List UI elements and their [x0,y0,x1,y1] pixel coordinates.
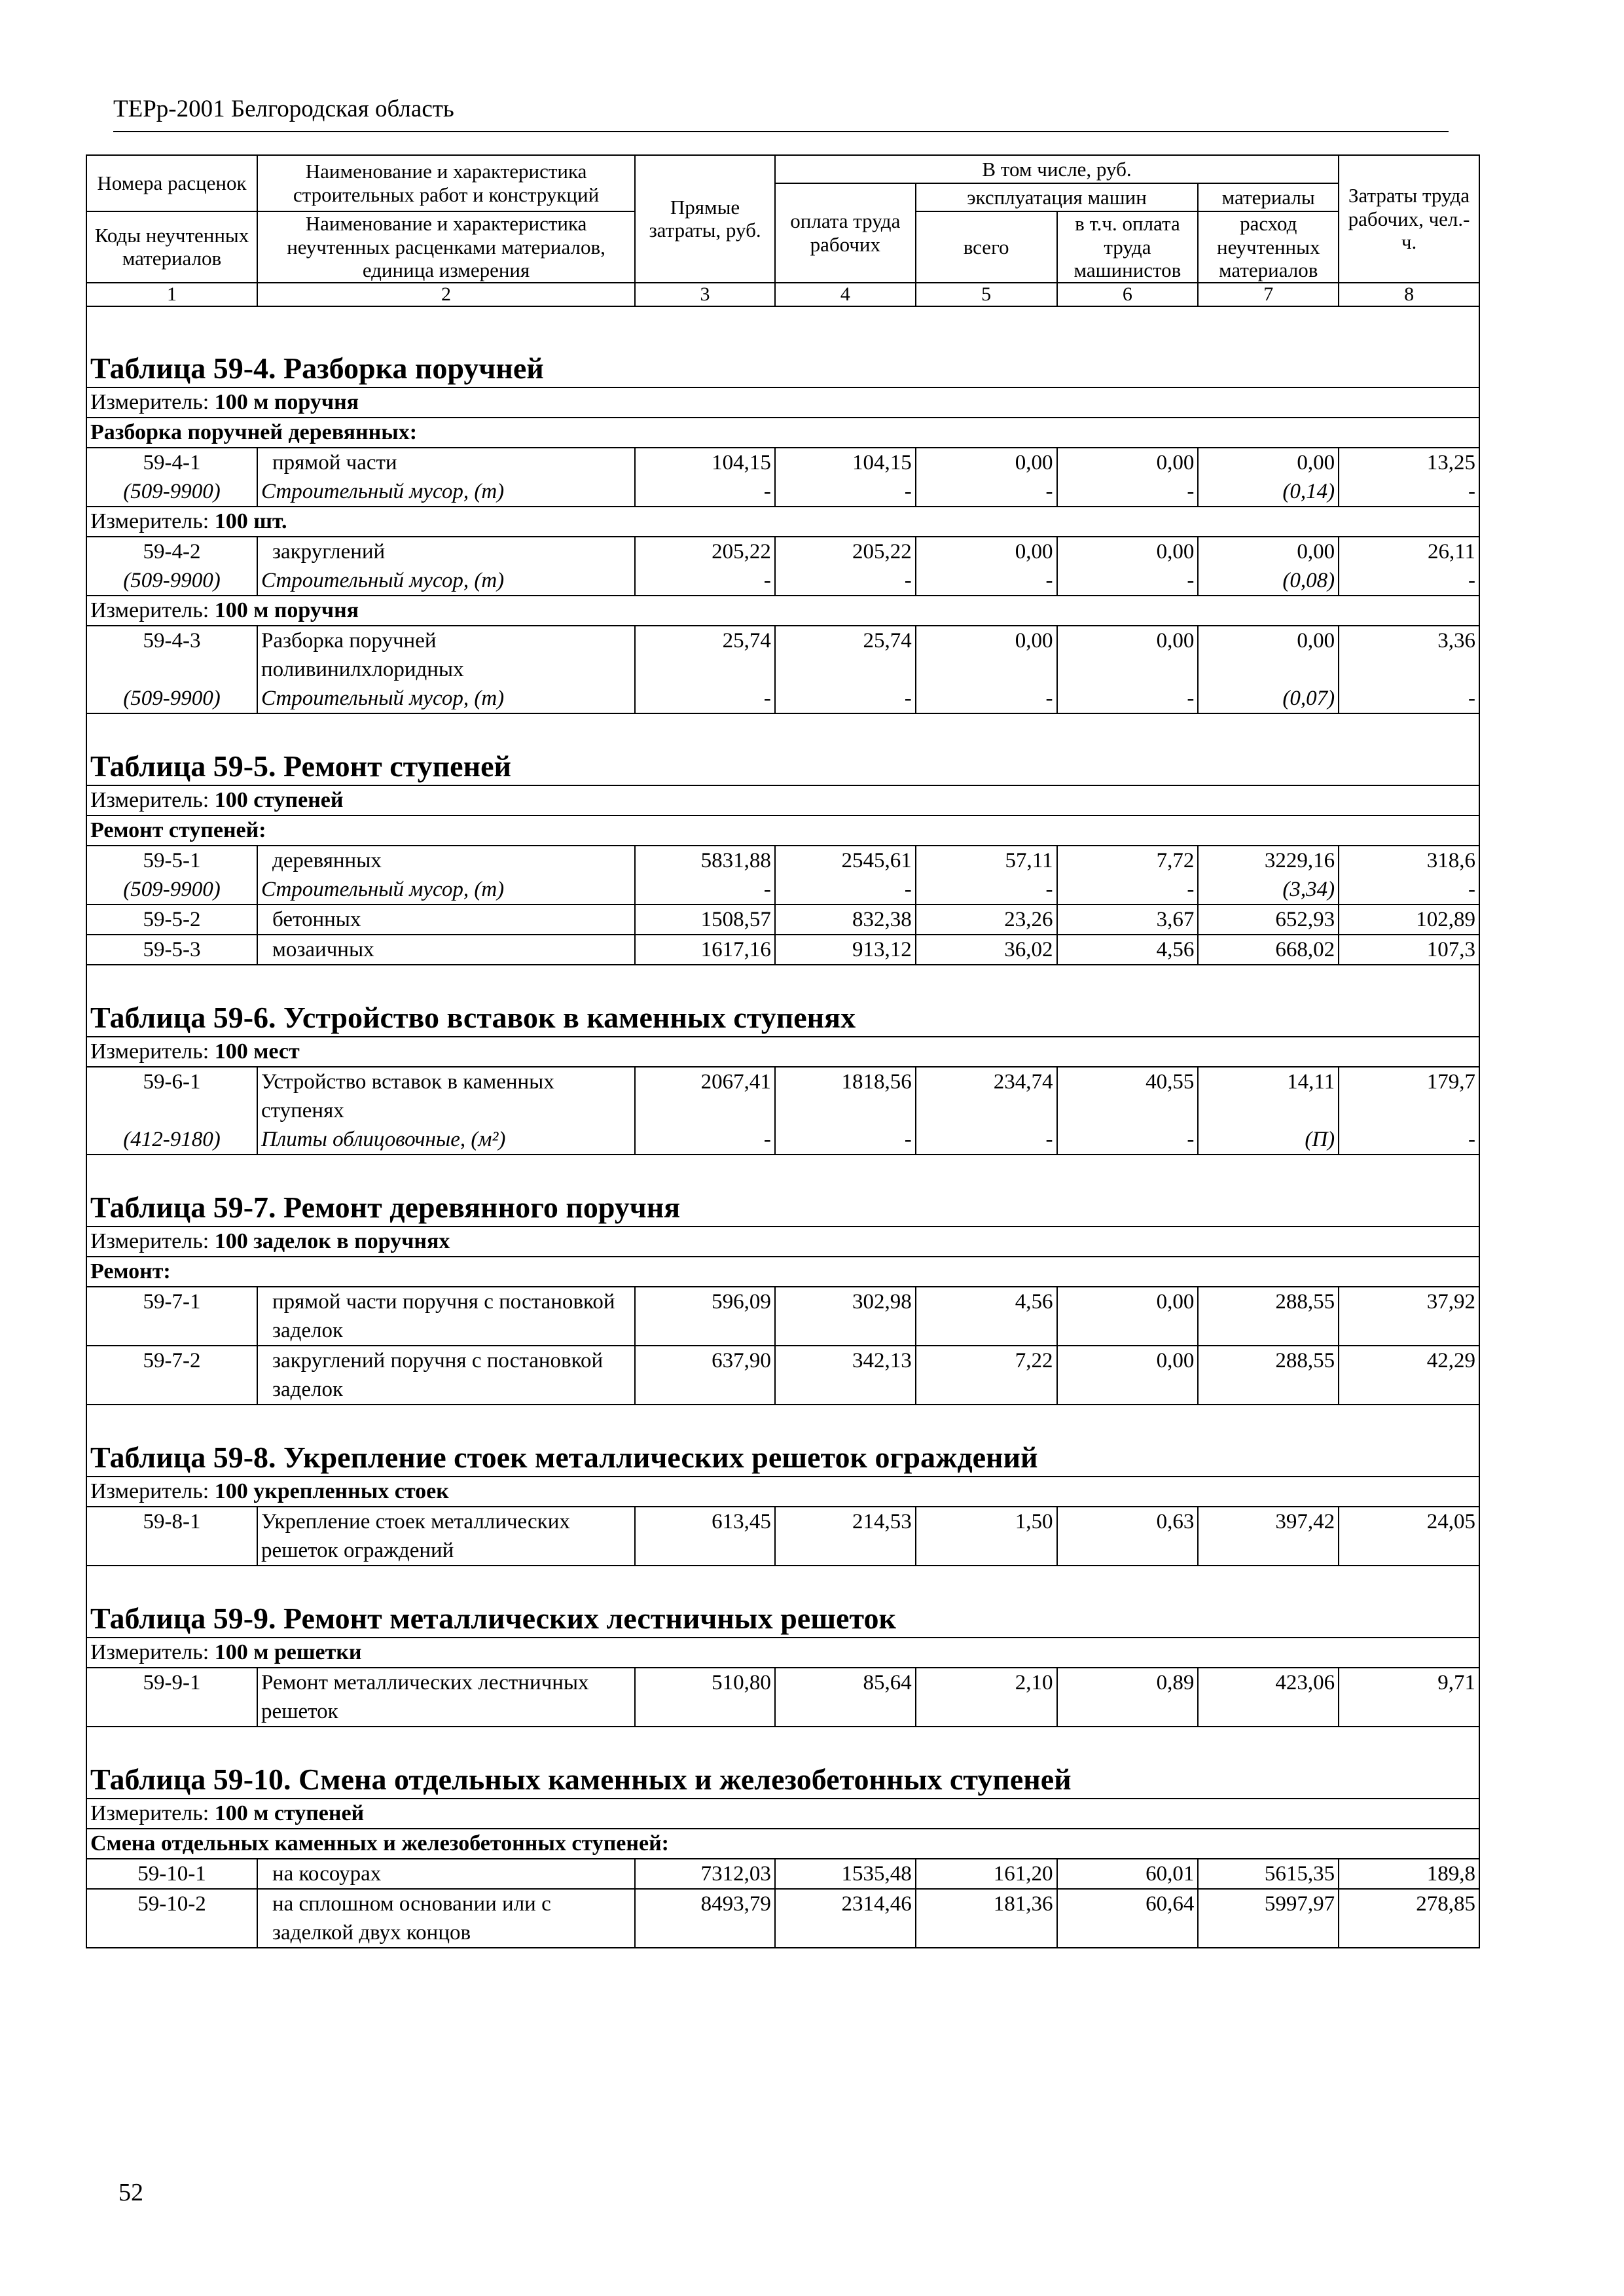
direct-costs: 596,09 [635,1287,775,1346]
labor-pay: 342,13 [775,1346,916,1405]
cell: - [635,1125,775,1155]
header-col2-top: Наименование и характеристика строительных работ и конструкций [257,155,635,211]
cell: - [1057,566,1199,596]
meter-value: 100 ступеней [214,787,344,812]
machinists-pay: 60,64 [1057,1889,1199,1948]
rate-code: 59-5-1 [86,846,257,875]
work-name: прямой части поручня с постановкой заделок [257,1287,635,1346]
work-name: закруглений поручня с постановкой заделок [257,1346,635,1405]
table-row [86,846,1479,875]
header-col2-bottom: Наименование и характеристика неучтенных расценками материалов, единица измерения [257,211,635,283]
document-header [113,92,1449,132]
column-number: 5 [916,283,1057,306]
material-code: (509-9900) [86,566,257,596]
machinists-pay: 0,89 [1057,1668,1199,1727]
direct-costs: 5831,88 [635,846,775,875]
work-name: Укрепление стоек металлических решеток ограждений [257,1507,635,1566]
work-name: закруглений [257,537,635,566]
machinists-pay: 0,00 [1057,1287,1199,1346]
work-name: на косоурах [257,1859,635,1889]
section-title-row [86,306,1479,387]
material-name: Строительный мусор, (т) [257,684,635,713]
table-row [86,1859,1479,1889]
materials: 288,55 [1198,1287,1339,1346]
subheading: Разборка поручней деревянных: [86,418,1479,448]
labor-hours: 24,05 [1339,1507,1479,1566]
column-number: 2 [257,283,635,306]
machinists-pay: 0,00 [1057,448,1199,477]
cell: - [1339,477,1479,507]
cell: - [1339,875,1479,905]
document-title: ТЕРр-2001 Белгородская область [113,96,454,122]
labor-pay: 832,38 [775,905,916,935]
direct-costs: 7312,03 [635,1859,775,1889]
machinists-pay: 3,67 [1057,905,1199,935]
work-name: на сплошном основании или с заделкой двух концов [257,1889,635,1948]
header-col3: Прямые затраты, руб. [635,155,775,283]
material-name: Плиты облицовочные, (м²) [257,1125,635,1155]
meter-row [86,1477,1479,1507]
machinists-pay: 4,56 [1057,935,1199,965]
meter-value: 100 заделок в поручнях [214,1229,450,1253]
section-title-row [86,1566,1479,1638]
labor-hours: 107,3 [1339,935,1479,965]
labor-hours: 37,92 [1339,1287,1479,1346]
section-title: Таблица 59-4. Разборка поручней [86,306,1479,387]
meter-label: Измеритель: [90,1229,215,1253]
meter-value: 100 м поручня [214,598,359,622]
section-title-row [86,713,1479,785]
table-row [86,1889,1479,1948]
table-row [86,1287,1479,1346]
labor-hours: 26,11 [1339,537,1479,566]
meter-row [86,507,1479,537]
subheading: Ремонт ступеней: [86,816,1479,846]
material-consumption: (0,08) [1198,566,1339,596]
machines-total: 234,74 [916,1067,1057,1125]
table-row [86,1067,1479,1125]
labor-pay: 85,64 [775,1668,916,1727]
meter-label: Измеритель: [90,787,215,812]
materials: 652,93 [1198,905,1339,935]
materials: 0,00 [1198,448,1339,477]
material-code: (509-9900) [86,875,257,905]
subheading-row [86,418,1479,448]
cell: - [635,566,775,596]
rate-code: 59-10-1 [86,1859,257,1889]
material-name: Строительный мусор, (т) [257,566,635,596]
materials: 423,06 [1198,1668,1339,1727]
direct-costs: 510,80 [635,1668,775,1727]
table-row [86,1346,1479,1405]
machinists-pay: 60,01 [1057,1859,1199,1889]
work-name: прямой части [257,448,635,477]
cell: - [775,875,916,905]
meter-row [86,596,1479,626]
meter-row [86,1638,1479,1668]
work-name: деревянных [257,846,635,875]
section-title: Таблица 59-8. Укрепление стоек металлических решеток ограждений [86,1405,1479,1477]
machines-total: 36,02 [916,935,1057,965]
material-row [86,566,1479,596]
price-table [86,154,1480,1948]
labor-hours: 9,71 [1339,1668,1479,1727]
cell: - [916,1125,1057,1155]
labor-hours: 102,89 [1339,905,1479,935]
section-title-row [86,1155,1479,1227]
table-row [86,1668,1479,1727]
header-col5: всего [916,211,1057,283]
section-title-row [86,1727,1479,1799]
meter-label: Измеритель: [90,509,215,533]
materials: 5615,35 [1198,1859,1339,1889]
materials: 288,55 [1198,1346,1339,1405]
labor-hours: 179,7 [1339,1067,1479,1125]
section-title-row [86,965,1479,1037]
cell: - [1057,875,1199,905]
column-number: 1 [86,283,257,306]
header-machines: эксплуатация машин [916,183,1199,211]
material-code: (509-9900) [86,477,257,507]
work-name: мозаичных [257,935,635,965]
header-materials: материалы [1198,183,1339,211]
column-number: 8 [1339,283,1479,306]
subheading: Смена отдельных каменных и железобетонных ступеней: [86,1829,1479,1859]
column-number: 4 [775,283,916,306]
cell: - [916,875,1057,905]
meter-label: Измеритель: [90,598,215,622]
header-col1-bottom: Коды неучтенных материалов [86,211,257,283]
labor-pay: 104,15 [775,448,916,477]
machinists-pay: 0,63 [1057,1507,1199,1566]
subheading: Ремонт: [86,1257,1479,1287]
machinists-pay: 0,00 [1057,537,1199,566]
machines-total: 181,36 [916,1889,1057,1948]
materials: 14,11 [1198,1067,1339,1125]
section-title-row [86,1405,1479,1477]
direct-costs: 205,22 [635,537,775,566]
material-consumption: (0,14) [1198,477,1339,507]
cell: - [635,684,775,713]
work-name: Ремонт металлических лестничных решеток [257,1668,635,1727]
labor-pay: 302,98 [775,1287,916,1346]
material-consumption: (3,34) [1198,875,1339,905]
header-col7: расход неучтенных материалов [1198,211,1339,283]
column-number: 7 [1198,283,1339,306]
table-row [86,448,1479,477]
header-group: В том числе, руб. [775,155,1339,183]
machines-total: 0,00 [916,448,1057,477]
section-title: Таблица 59-6. Устройство вставок в каменных ступенях [86,965,1479,1037]
labor-hours: 278,85 [1339,1889,1479,1948]
cell: - [635,875,775,905]
machines-total: 23,26 [916,905,1057,935]
machines-total: 2,10 [916,1668,1057,1727]
direct-costs: 1508,57 [635,905,775,935]
machines-total: 0,00 [916,537,1057,566]
machinists-pay: 0,00 [1057,1346,1199,1405]
section-title: Таблица 59-9. Ремонт металлических лестничных решеток [86,1566,1479,1638]
meter-label: Измеритель: [90,1640,215,1664]
rate-code: 59-10-2 [86,1889,257,1948]
page-number: 52 [118,2179,143,2206]
section-title: Таблица 59-5. Ремонт ступеней [86,713,1479,785]
cell: - [775,1125,916,1155]
direct-costs: 613,45 [635,1507,775,1566]
rate-code: 59-4-1 [86,448,257,477]
machines-total: 4,56 [916,1287,1057,1346]
labor-hours: 3,36 [1339,626,1479,684]
cell: - [1339,684,1479,713]
work-name: Разборка поручней поливинилхлоридных [257,626,635,684]
section-title: Таблица 59-10. Смена отдельных каменных и железобетонных ступеней [86,1727,1479,1799]
meter-value: 100 мест [214,1039,300,1064]
material-consumption: (П) [1198,1125,1339,1155]
material-name: Строительный мусор, (т) [257,477,635,507]
meter-value: 100 м поручня [214,389,359,414]
cell: - [1057,1125,1199,1155]
cell: - [1339,566,1479,596]
meter-row [86,785,1479,816]
machines-total: 7,22 [916,1346,1057,1405]
meter-row [86,1799,1479,1829]
material-row [86,875,1479,905]
direct-costs: 25,74 [635,626,775,684]
cell: - [635,477,775,507]
labor-pay: 205,22 [775,537,916,566]
machines-total: 0,00 [916,626,1057,684]
meter-label: Измеритель: [90,1039,215,1064]
direct-costs: 2067,41 [635,1067,775,1125]
meter-label: Измеритель: [90,1801,215,1825]
rate-code: 59-7-2 [86,1346,257,1405]
machines-total: 1,50 [916,1507,1057,1566]
rate-code: 59-5-2 [86,905,257,935]
rate-code: 59-6-1 [86,1067,257,1125]
table-row [86,935,1479,965]
rate-code: 59-8-1 [86,1507,257,1566]
column-number: 6 [1057,283,1199,306]
materials: 5997,97 [1198,1889,1339,1948]
direct-costs: 637,90 [635,1346,775,1405]
header-col6: в т.ч. оплата труда машинистов [1057,211,1199,283]
materials: 668,02 [1198,935,1339,965]
cell: - [916,566,1057,596]
material-name: Строительный мусор, (т) [257,875,635,905]
cell: - [1057,477,1199,507]
cell: - [775,477,916,507]
labor-pay: 2314,46 [775,1889,916,1948]
column-number: 3 [635,283,775,306]
labor-pay: 1818,56 [775,1067,916,1125]
table-header [86,155,1479,306]
table-row [86,905,1479,935]
direct-costs: 1617,16 [635,935,775,965]
subheading-row [86,1829,1479,1859]
materials: 3229,16 [1198,846,1339,875]
labor-hours: 13,25 [1339,448,1479,477]
cell: - [1339,1125,1479,1155]
table-row [86,1507,1479,1566]
meter-row [86,1037,1479,1067]
header-col1-top: Номера расценок [86,155,257,211]
materials: 397,42 [1198,1507,1339,1566]
machinists-pay: 0,00 [1057,626,1199,684]
material-row [86,477,1479,507]
labor-pay: 214,53 [775,1507,916,1566]
cell: - [916,477,1057,507]
rate-code: 59-4-3 [86,626,257,684]
materials: 0,00 [1198,626,1339,684]
material-row [86,684,1479,713]
rate-code: 59-9-1 [86,1668,257,1727]
table-row [86,626,1479,684]
labor-pay: 25,74 [775,626,916,684]
labor-hours: 318,6 [1339,846,1479,875]
cell: - [1057,684,1199,713]
material-consumption: (0,07) [1198,684,1339,713]
work-name: бетонных [257,905,635,935]
header-col8: Затраты труда рабочих, чел.-ч. [1339,155,1479,283]
direct-costs: 104,15 [635,448,775,477]
labor-pay: 1535,48 [775,1859,916,1889]
machines-total: 57,11 [916,846,1057,875]
meter-row [86,387,1479,418]
work-name: Устройство вставок в каменных ступенях [257,1067,635,1125]
rate-code: 59-4-2 [86,537,257,566]
labor-pay: 2545,61 [775,846,916,875]
rate-code: 59-5-3 [86,935,257,965]
material-row [86,1125,1479,1155]
cell: - [775,566,916,596]
rate-code: 59-7-1 [86,1287,257,1346]
section-title: Таблица 59-7. Ремонт деревянного поручня [86,1155,1479,1227]
labor-hours: 42,29 [1339,1346,1479,1405]
meter-row [86,1227,1479,1257]
meter-value: 100 м решетки [214,1640,362,1664]
meter-value: 100 укрепленных стоек [214,1479,449,1503]
materials: 0,00 [1198,537,1339,566]
machinists-pay: 40,55 [1057,1067,1199,1125]
subheading-row [86,816,1479,846]
meter-value: 100 м ступеней [214,1801,365,1825]
labor-hours: 189,8 [1339,1859,1479,1889]
labor-pay: 913,12 [775,935,916,965]
header-col4: оплата труда рабочих [775,183,916,283]
subheading-row [86,1257,1479,1287]
meter-label: Измеритель: [90,1479,215,1503]
machines-total: 161,20 [916,1859,1057,1889]
table-row [86,537,1479,566]
cell: - [775,684,916,713]
material-code: (509-9900) [86,684,257,713]
machinists-pay: 7,72 [1057,846,1199,875]
material-code: (412-9180) [86,1125,257,1155]
meter-label: Измеритель: [90,389,215,414]
cell: - [916,684,1057,713]
meter-value: 100 шт. [214,509,287,533]
direct-costs: 8493,79 [635,1889,775,1948]
